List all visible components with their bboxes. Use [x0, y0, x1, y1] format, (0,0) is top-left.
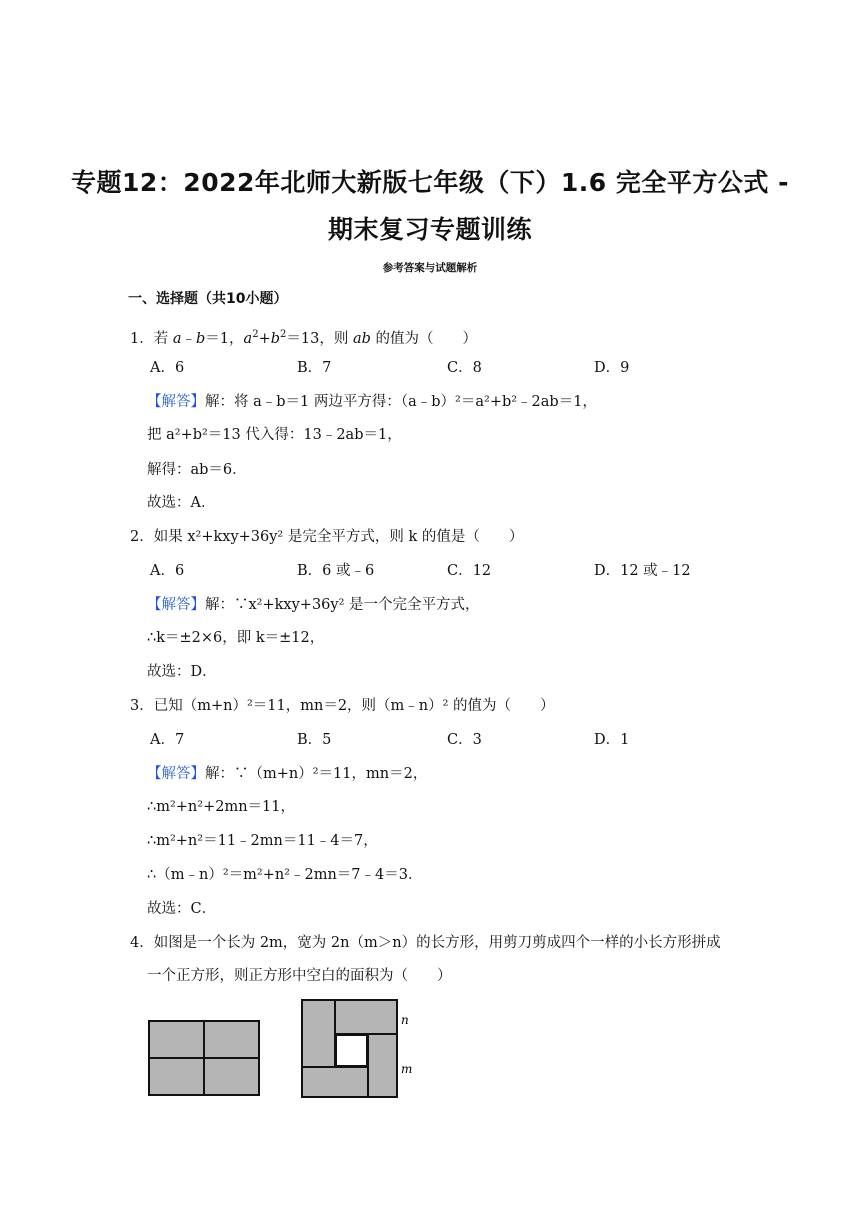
question-1-stem: 1．若 a﹣b＝1，$a^2+b^2=13$，则 ab 的值为（ ）	[130, 329, 477, 347]
question-3-solution-5: 故选：C．	[147, 901, 217, 917]
blank-center-square	[336, 1035, 367, 1066]
question-3-option-d: D．1	[594, 732, 630, 748]
label-n: n	[401, 1013, 409, 1027]
answer-tag: 【解答】	[147, 394, 205, 410]
question-3-solution-3: ∴m²+n²＝11﹣2mn＝11﹣4＝7，	[147, 833, 378, 849]
section-heading: 一、选择题（共10小题）	[128, 291, 288, 307]
answer-tag: 【解答】	[147, 597, 205, 613]
answer-tag: 【解答】	[147, 766, 205, 782]
question-3-option-c: C．3	[447, 732, 482, 748]
label-m: m	[401, 1062, 413, 1076]
question-1-option-c: C．8	[447, 360, 482, 376]
question-2-solution-2: ∴k＝±2×6，即 k＝±12，	[147, 630, 325, 646]
question-3-solution-2: ∴m²+n²+2mn＝11，	[147, 799, 296, 815]
figure-square	[300, 998, 430, 1100]
question-4-stem-line2: 一个正方形，则正方形中空白的面积为（ ）	[147, 968, 452, 984]
question-3-stem: 3．已知（m+n）²＝11，mn＝2，则（m﹣n）² 的值为（ ）	[130, 698, 555, 714]
question-2-option-c: C．12	[447, 563, 492, 579]
question-3-solution-1: 【解答】解：∵（m+n）²＝11，mn＝2，	[147, 766, 428, 782]
document-title-line1: 专题12：2022年北师大新版七年级（下）1.6 完全平方公式 -	[71, 168, 789, 197]
document-title-line2: 期末复习专题训练	[327, 215, 532, 244]
question-1-option-d: D．9	[594, 360, 630, 376]
question-2-option-d: D．12 或﹣12	[594, 563, 691, 579]
question-1-solution-1: 【解答】解：将 a﹣b＝1 两边平方得：（a﹣b）²＝a²+b²﹣2ab＝1，	[147, 394, 597, 410]
question-2-stem: 2．如果 x²+kxy+36y² 是完全平方式，则 k 的值是（ ）	[130, 529, 524, 545]
question-4-stem-line1: 4．如图是一个长为 2m，宽为 2n（m＞n）的长方形，用剪刀剪成四个一样的小长方形拼成	[130, 935, 721, 951]
question-1-option-b: B．7	[297, 360, 332, 376]
rectangle-piece	[204, 1021, 259, 1058]
rectangle-piece	[149, 1058, 204, 1095]
question-1-option-a: A．6	[150, 360, 185, 376]
figure-rectangle	[148, 1020, 260, 1096]
document-subtitle: 参考答案与试题解析	[382, 262, 478, 274]
question-3-option-a: A．7	[150, 732, 185, 748]
question-2-option-b: B．6 或﹣6	[297, 563, 375, 579]
question-3-solution-4: ∴（m﹣n）²＝m²+n²﹣2mn＝7﹣4＝3．	[147, 867, 423, 883]
question-1-solution-3: 解得：ab＝6．	[147, 462, 247, 478]
rectangle-piece	[149, 1021, 204, 1058]
rectangle-piece	[204, 1058, 259, 1095]
question-2-solution-1: 【解答】解：∵x²+kxy+36y² 是一个完全平方式，	[147, 597, 480, 613]
question-1-solution-4: 故选：A．	[147, 495, 216, 511]
question-2-option-a: A．6	[150, 563, 185, 579]
question-2-solution-3: 故选：D．	[147, 664, 217, 680]
question-3-option-b: B．5	[297, 732, 332, 748]
question-1-solution-2: 把 a²+b²＝13 代入得：13﹣2ab＝1，	[147, 427, 402, 443]
